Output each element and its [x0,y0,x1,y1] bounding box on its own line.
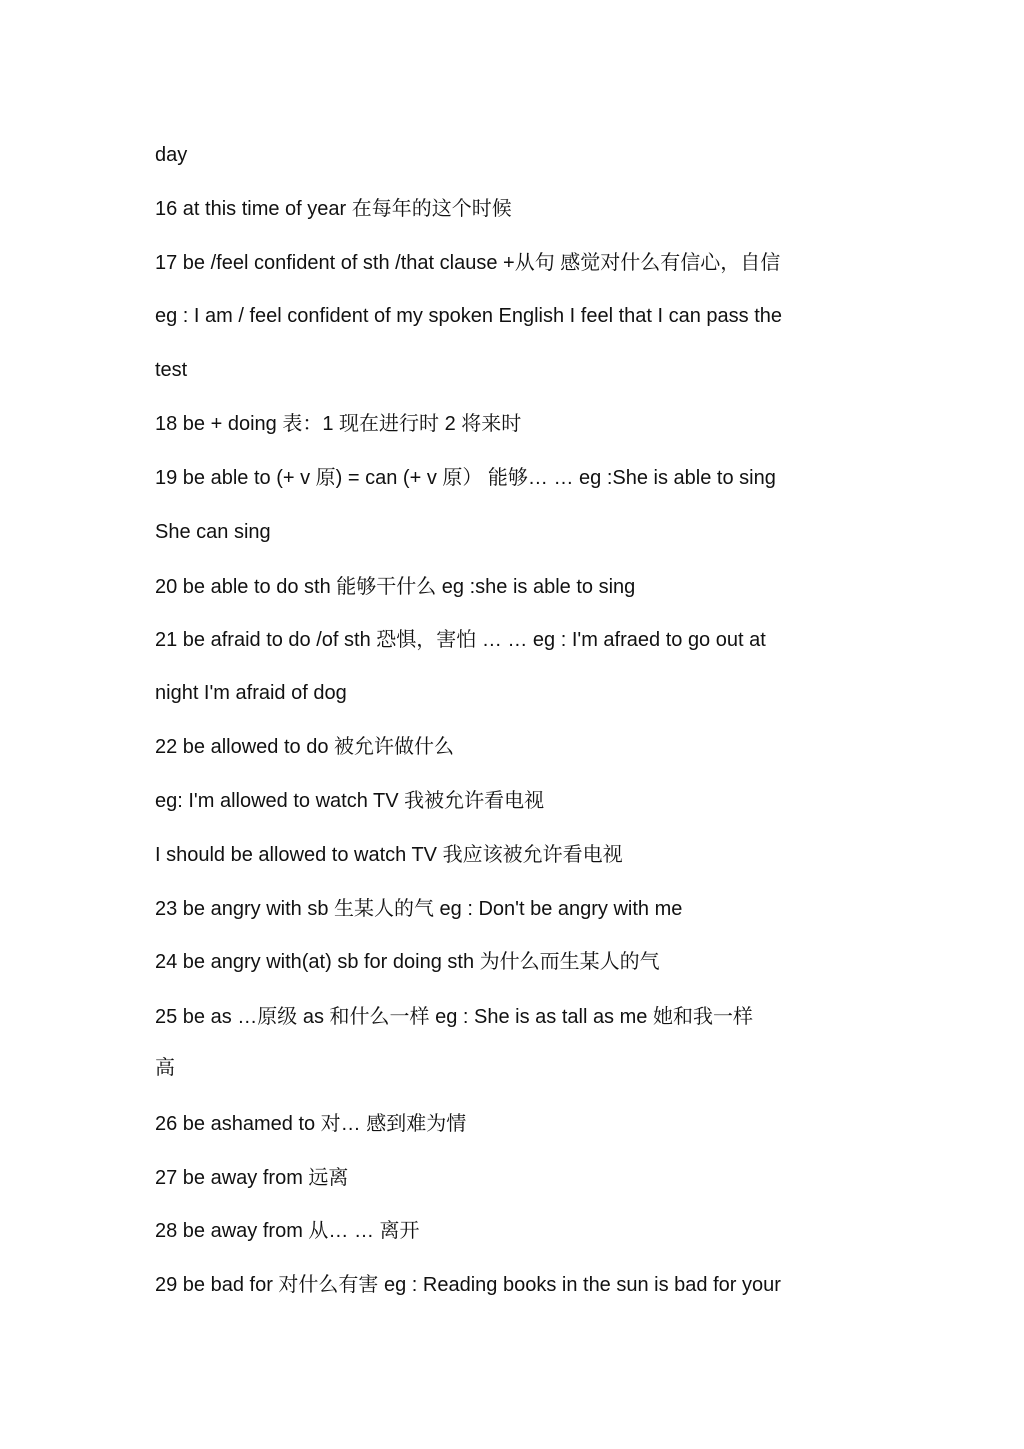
text-line: eg: I'm allowed to watch TV 我被允许看电视 [155,790,545,812]
text-line: I should be allowed to watch TV 我应该被允许看电视 [155,844,623,866]
text-line: 27 be away from 远离 [155,1167,349,1189]
text-line: 16 at this time of year 在每年的这个时候 [155,198,512,220]
text-line: 17 be /feel confident of sth /that clause +从句 感觉对什么有信心，自信 [155,252,781,274]
text-line: 29 be bad for 对什么有害 eg : Reading books in the sun is bad for your [155,1274,781,1296]
text-line: 23 be angry with sb 生某人的气 eg : Don't be angry with me [155,898,683,920]
text-line: 20 be able to do sth 能够干什么 eg :she is able to sing [155,576,636,598]
text-line: night I'm afraid of dog [155,682,347,704]
text-line: 19 be able to (+ v 原) = can (+ v 原） 能够… … eg :She is able to sing [155,467,776,489]
text-line: 22 be allowed to do 被允许做什么 [155,736,455,758]
text-line: day [155,144,188,166]
text-line: 24 be angry with(at) sb for doing sth 为什么而生某人的气 [155,951,660,973]
text-line: She can sing [155,521,271,543]
text-line: 21 be afraid to do /of sth 恐惧，害怕 … … eg : I'm afraed to go out at [155,629,766,651]
text-line: 26 be ashamed to 对… 感到难为情 [155,1113,467,1135]
text-line: 25 be as …原级 as 和什么一样 eg : She is as tall as me 她和我一样 [155,1006,753,1028]
text-line: eg : I am / feel confident of my spoken English I feel that I can pass the [155,305,783,327]
text-line: 高 [155,1057,175,1079]
text-line: 28 be away from 从… … 离开 [155,1220,420,1242]
text-line: test [155,359,188,381]
text-line: 18 be + doing 表：1 现在进行时 2 将来时 [155,413,522,435]
